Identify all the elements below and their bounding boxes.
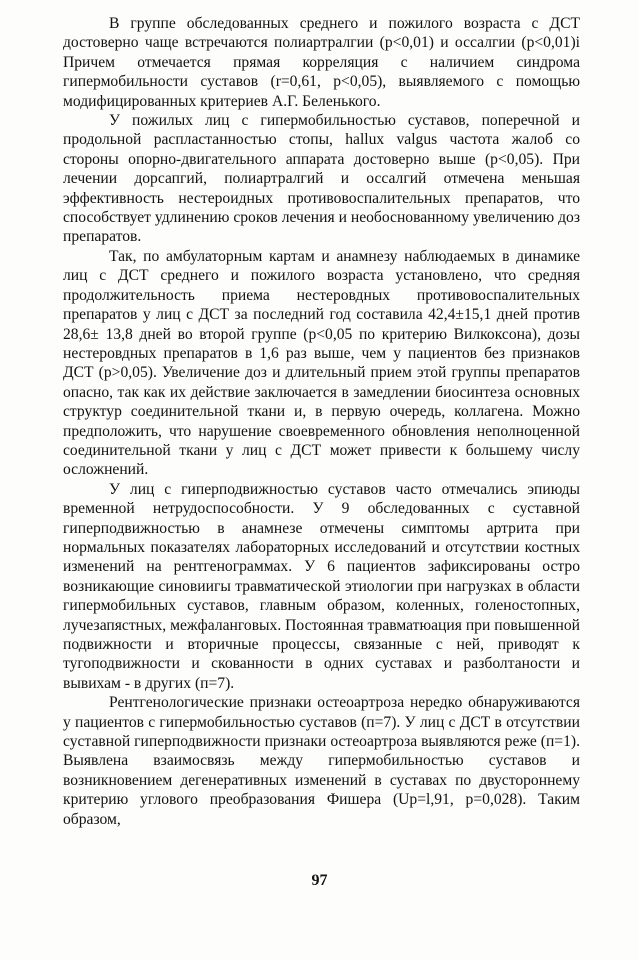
paragraph-3: Так, по амбулаторным картам и анамнезу наблюдаемых в динамике лиц с ДСТ среднего и пожилого возраста установлено, что средняя продолжительность приема нестеровдных противовоспалительных препаратов у лиц с ДСТ за последний год составила 42,4±15,1 дней против 28,6± 13,8 дней во второй группе (р<0,05 по критерию Вилкоксона), дозы нестеровдных препаратов в 1,6 раз выше, чем у пациентов без признаков ДСТ (р>0,05). Увеличение доз и длительный прием этой группы препаратов опасно, так как их действие заключается в замедлении биосинтеза основных структур соединительной ткани и, в первую очередь, коллагена. Можно предположить, что нарушение своевременного обновления неполноценной соединительной ткани у лиц с ДСТ может привести к большему числу осложнений. xyxy=(63,247,580,479)
body-text xyxy=(63,14,580,829)
paragraph-4: У лиц с гиперподвижностью суставов часто отмечались эпиюды временной нетрудоспособности. У 9 обследованных с суставной гиперподвижностью в анамнезе отмечены симптомы артрита при нормальных показателях лабораторных исследований и отсутствии костных изменений на рентгенограммах. У 6 пациентов зафиксированы остро возникающие синовиигы травматической этиологии при нагрузках в области гипермобильных суставов, главным образом, коленных, голеностопных, лучезапястных, межфаланговых. Постоянная травматюация при повышенной подвижности и вторичные процессы, связанные с ней, приводят к тугоподвижности и скованности в одних суставах и разболтаности и вывихам - в других (п=7). xyxy=(63,480,580,692)
paragraph-2: У пожилых лиц с гипермобильностью суставов, поперечной и продольной распластанностью стопы, hallux valgus частота жалоб со стороны опорно-двигательного аппарата достоверно выше (р<0,05). При лечении дорсапгий, полиартралгий и оссалгий отмечена меньшая эффективность нестероидных противовоспалительных препаратов, что способствует удлинению сроков лечения и необоснованному увеличению доз препаратов. xyxy=(63,112,580,246)
paragraph-5: Рентгенологические признаки остеоартроза нередко обнаруживаются у пациентов с гипермобильностью суставов (п=7). У лиц с ДСТ в отсутствии суставной гиперподвижности признаки остеоартроза выявляются реже (п=1). Выявлена взаимосвязь между гипермобильностью суставов и возникновением дегенеративных изменений в суставах по двустороннему критерию углового преобразования Фишера (Up=l,91, р=0,028). Таким образом, xyxy=(63,694,580,828)
paragraph-1: В группе обследованных среднего и пожилого возраста с ДСТ достоверно чаще встречаются полиартралгии (р<0,01) и оссалгии (р<0,01)і Причем отмечается прямая корреляция с наличием синдрома гипермобильности суставов (r=0,61, р<0,05), выявляемого с помощью модифицированных критериев А.Г. Беленького. xyxy=(63,15,580,110)
page-number: 97 xyxy=(311,872,328,889)
